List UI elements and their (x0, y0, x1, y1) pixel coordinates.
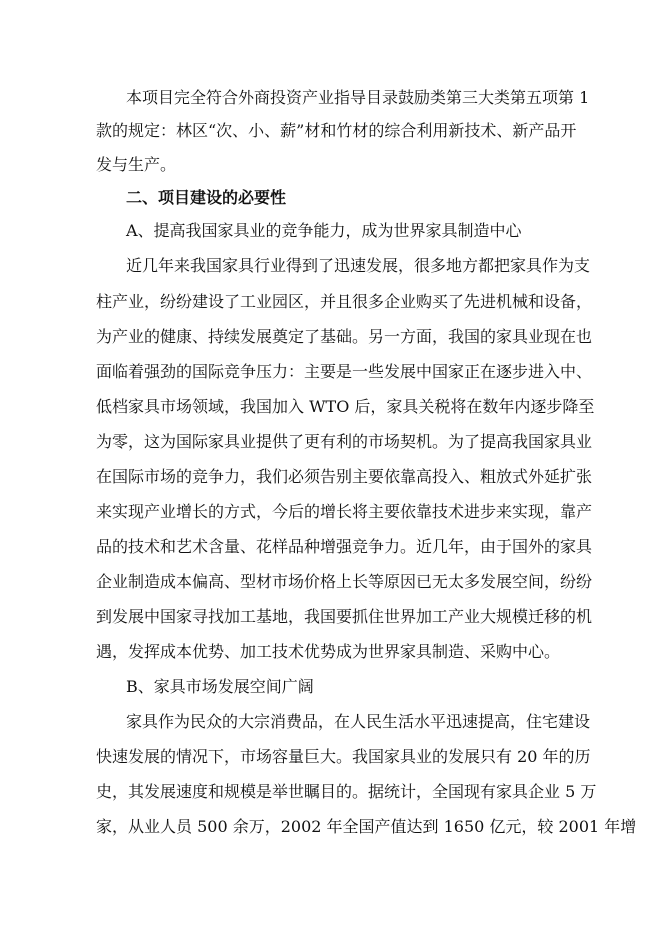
subsection-a-line-4: 面临着强劲的国际竞争压力：主要是一些发展中国家正在逐步进入中、 (96, 362, 593, 381)
section-heading: 二、项目建设的必要性 (126, 188, 287, 207)
subsection-a-line-1: 近几年来我国家具行业得到了迅速发展，很多地方都把家具作为支 (126, 256, 591, 275)
subsection-a-line-7: 在国际市场的竞争力，我们必须告别主要依靠高投入、粗放式外延扩张 (96, 467, 593, 486)
subsection-b-line-3: 史，其发展速度和规模是举世瞩目的。据统计，全国现有家具企业 5 万 (96, 782, 597, 801)
subsection-a-line-8: 来实现产业增长的方式，今后的增长将主要依靠技术进步来实现，靠产 (96, 502, 593, 521)
intro-line-1: 本项目完全符合外商投资产业指导目录鼓励类第三大类第五项第 1 (126, 88, 590, 107)
subsection-a-line-10: 企业制造成本偏高、型材市场价格上长等原因已无太多发展空间，纷纷 (96, 572, 593, 591)
subsection-b-line-1: 家具作为民众的大宗消费品，在人民生活水平迅速提高，住宅建设 (126, 712, 591, 731)
subsection-b-line-4: 家，从业人员 500 余万，2002 年全国产值达到 1650 亿元，较 2001 年增 (96, 817, 637, 836)
subsection-a-line-9: 品的技术和艺术含量、花样品种增强竞争力。近几年，由于国外的家具 (96, 537, 593, 556)
subsection-a-line-11: 到发展中国家寻找加工基地，我国要抓住世界加工产业大规模迁移的机 (96, 607, 593, 626)
subsection-a-line-5: 低档家具市场领域，我国加入 WTO 后，家具关税将在数年内逐步降至 (96, 397, 595, 416)
subsection-b-title: B、家具市场发展空间广阔 (126, 677, 314, 696)
subsection-a-title: A、提高我国家具业的竞争能力，成为世界家具制造中心 (126, 221, 522, 240)
subsection-a-line-2: 柱产业，纷纷建设了工业园区，并且很多企业购买了先进机械和设备， (96, 292, 593, 311)
subsection-a-line-12: 遇，发挥成本优势、加工技术优势成为世界家具制造、采购中心。 (96, 642, 561, 661)
intro-line-2: 款的规定：林区“次、小、薪”材和竹材的综合利用新技术、新产品开 (96, 121, 577, 140)
intro-line-3: 发与生产。 (96, 155, 177, 174)
subsection-b-line-2: 快速发展的情况下，市场容量巨大。我国家具业的发展只有 20 年的历 (96, 747, 591, 766)
subsection-a-line-6: 为零，这为国际家具业提供了更有利的市场契机。为了提高我国家具业 (96, 432, 593, 451)
subsection-a-line-3: 为产业的健康、持续发展奠定了基础。另一方面，我国的家具业现在也 (96, 327, 593, 346)
